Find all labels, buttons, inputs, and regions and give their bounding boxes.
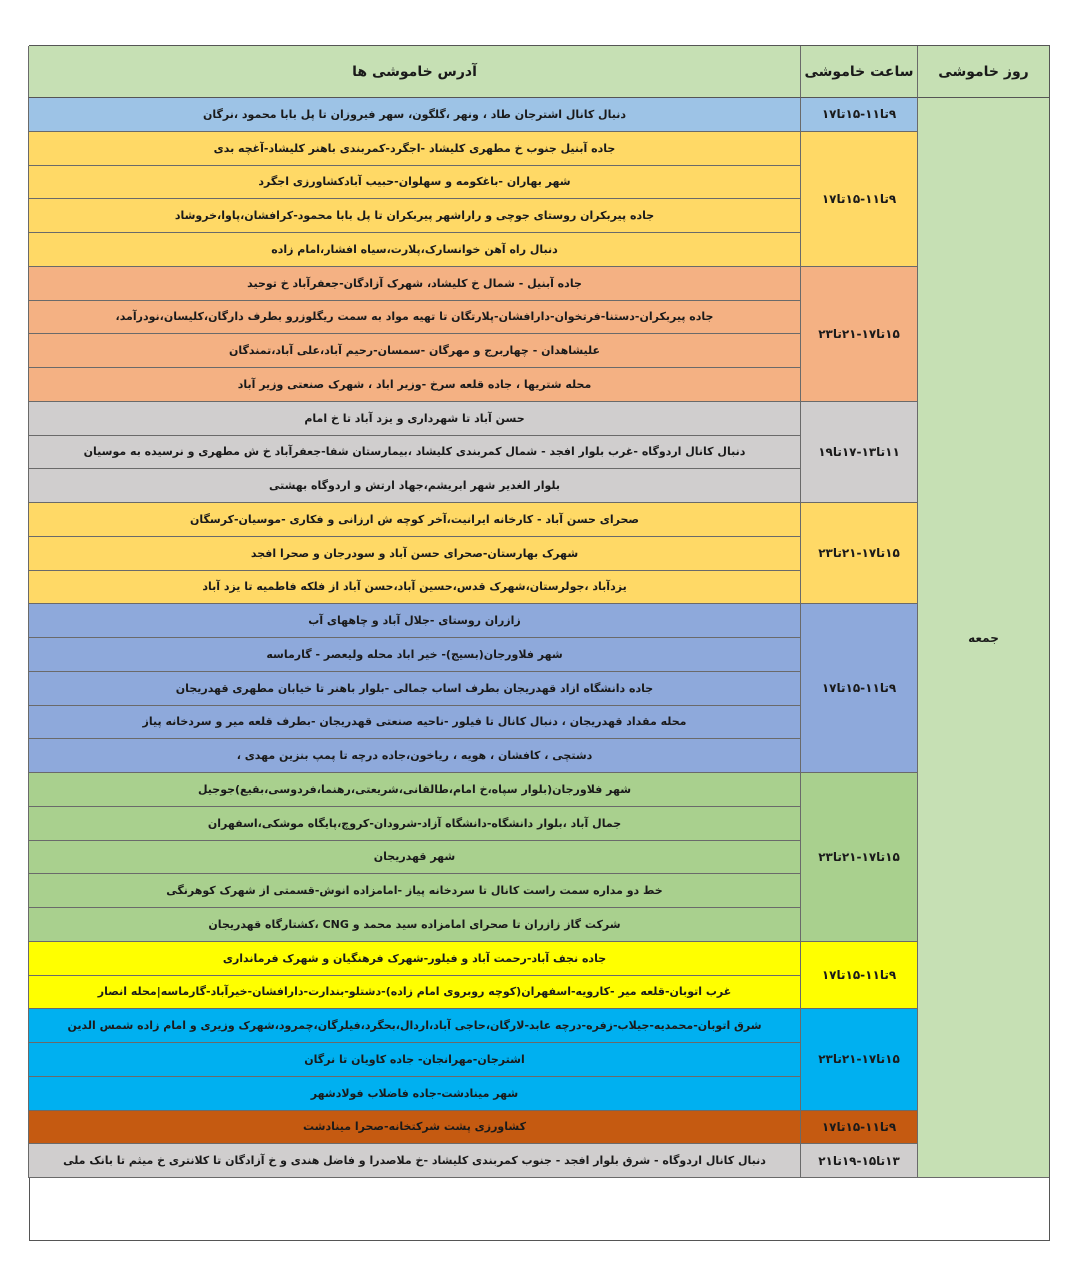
- address-cell: بلوار الغدیر شهر ابریشم،جهاد ارتش و اردوگاه بهشتی: [28, 469, 800, 503]
- address-cell: جاده پیربکران روستای جوچی و راراشهر پیربکران تا پل بابا محمود-کرافشان،پاوا،خروشاد: [28, 199, 800, 233]
- address-cell: شهر بهاران -باغکومه و سهلوان-حبیب آبادکشاورزی اجگرد: [28, 166, 800, 200]
- time-cell: ۱۵تا۱۷-۲۱تا۲۳: [800, 267, 917, 402]
- address-cell: شهرک بهارستان-صحرای حسن آباد و سودرجان و صحرا افجد: [28, 537, 800, 571]
- address-cell: شهر قهدریجان: [28, 841, 800, 875]
- address-cell: شرکت گاز زازران تا صحرای امامزاده سید محمد و CNG ،کشتارگاه قهدریجان: [28, 908, 800, 942]
- address-cell: دنبال کانال اشترجان طاد ، ونهر ،گلگون، سهر فیروزان تا پل بابا محمود ،نرگان: [28, 98, 800, 132]
- address-cell: دنبال کانال اردوگاه -غرب بلوار افجد - شمال کمربندی کلیشاد ،بیمارستان شفا-جعفرآباد خ ش مطهری و نرسیده به موسیان: [28, 436, 800, 470]
- address-cell: شرق اتوبان-محمدیه-جیلاب-زفره-درچه عابد-لارگان،حاجی آباد،اردال،بحگرد،فیلرگان،چمرود،شهرک وزیری و امام زاده شمس الدین: [28, 1009, 800, 1043]
- address-cell: جاده نجف آباد-رحمت آباد و فیلور-شهرک فرهنگیان و شهرک فرمانداری: [28, 942, 800, 976]
- time-cell: ۱۵تا۱۷-۲۱تا۲۳: [800, 503, 917, 604]
- time-cell: ۱۵تا۱۷-۲۱تا۲۳: [800, 1009, 917, 1110]
- time-cell: ۱۱تا۱۳-۱۷تا۱۹: [800, 402, 917, 503]
- header-time: ساعت خاموشی: [800, 46, 917, 98]
- address-cell: جاده آبنیل جنوب خ مطهری کلیشاد -اجگرد-کمربندی باهنر کلیشاد-آغچه بدی: [28, 132, 800, 166]
- address-cell: شهر مینادشت-جاده فاضلاب فولادشهر: [28, 1077, 800, 1111]
- address-cell: شهر فلاورجان(بلوار سپاه،خ امام،طالقانی،شریعتی،رهنما،فردوسی،بقیع)جوجیل: [28, 773, 800, 807]
- time-cell: ۹تا۱۱-۱۵تا۱۷: [800, 604, 917, 773]
- address-cell: دشتچی ، کافشان ، هویه ، ریاخون،جاده درچه تا پمپ بنزین مهدی ،: [28, 739, 800, 773]
- time-cell: ۹تا۱۱-۱۵تا۱۷: [800, 1111, 917, 1145]
- address-cell: دنبال راه آهن خوانسارک،پلارت،سیاه افشار،امام زاده: [28, 233, 800, 267]
- time-cell: ۱۵تا۱۷-۲۱تا۲۳: [800, 773, 917, 942]
- address-cell: محله مقداد قهدریجان ، دنبال کانال تا فیلور -ناحیه صنعتی قهدریجان -بطرف قلعه میر و سردخانه پیاز: [28, 706, 800, 740]
- address-cell: غرب اتوبان-قلعه میر -کارویه-اسفهران(کوچه روبروی امام زاده)-دشتلو-بندارت-دارافشان-خیرآباد-گارماسه|محله انصار: [28, 976, 800, 1010]
- header-address: آدرس خاموشی ها: [28, 46, 800, 98]
- address-cell: حسن آباد تا شهرداری و یزد آباد تا خ امام: [28, 402, 800, 436]
- address-cell: جاده دانشگاه ازاد قهدریجان بطرف اساب جمالی -بلوار باهنر تا خیابان مطهری قهدریجان: [28, 672, 800, 706]
- address-cell: محله شتریها ، جاده قلعه سرخ -وزیر اباد ، شهرک صنعتی وزیر آباد: [28, 368, 800, 402]
- address-cell: علیشاهدان - چهاربرج و مهرگان -سمسان-رحیم آباد،علی آباد،تمندگان: [28, 334, 800, 368]
- address-cell: دنبال کانال اردوگاه - شرق بلوار افجد - جنوب کمربندی کلیشاد -خ ملاصدرا و فاضل هندی و خ آزادگان تا کلانتری خ میثم تا بانک ملی: [28, 1144, 800, 1178]
- time-cell: ۹تا۱۱-۱۵تا۱۷: [800, 132, 917, 267]
- day-cell: جمعه: [917, 98, 1049, 1178]
- address-cell: کشاورزی پشت شرکتخانه-صحرا مینادشت: [28, 1111, 800, 1145]
- address-cell: شهر فلاورجان(بسیج)- خیر اباد محله ولیعصر - گارماسه: [28, 638, 800, 672]
- time-cell: ۹تا۱۱-۱۵تا۱۷: [800, 942, 917, 1010]
- blackout-schedule-table: [29, 45, 1050, 1241]
- address-cell: جاده پیربکران-دستنا-فرتخوان-دارافشان-پلارتگان تا تهیه مواد به سمت ریگلوزرو بطرف دارگان،کلیسان،نودرآمد،: [28, 301, 800, 335]
- address-cell: زازران روستای -جلال آباد و چاههای آب: [28, 604, 800, 638]
- time-cell: ۹تا۱۱-۱۵تا۱۷: [800, 98, 917, 132]
- address-cell: جاده آبنیل - شمال خ کلیشاد، شهرک آزادگان-جعفرآباد خ توحید: [28, 267, 800, 301]
- header-day: روز خاموشی: [917, 46, 1049, 98]
- time-cell: ۱۳تا۱۵-۱۹تا۲۱: [800, 1144, 917, 1178]
- address-cell: خط دو مداره سمت راست کانال تا سردخانه پیاز -امامزاده انوش-قسمتی از شهرک کوهرنگی: [28, 874, 800, 908]
- address-cell: صحرای حسن آباد - کارخانه ایرانیت،آخر کوچه ش ارزانی و فکاری -موسیان-کرسگان: [28, 503, 800, 537]
- address-cell: جمال آباد ،بلوار دانشگاه-دانشگاه آزاد-شرودان-کروچ،پایگاه موشکی،اسفهران: [28, 807, 800, 841]
- address-cell: یزدآباد ،جولرستان،شهرک قدس،حسین آباد،حسن آباد از فلکه فاطمیه تا یزد آباد: [28, 571, 800, 605]
- address-cell: اشترجان-مهرانجان- جاده کاویان تا نرگان: [28, 1043, 800, 1077]
